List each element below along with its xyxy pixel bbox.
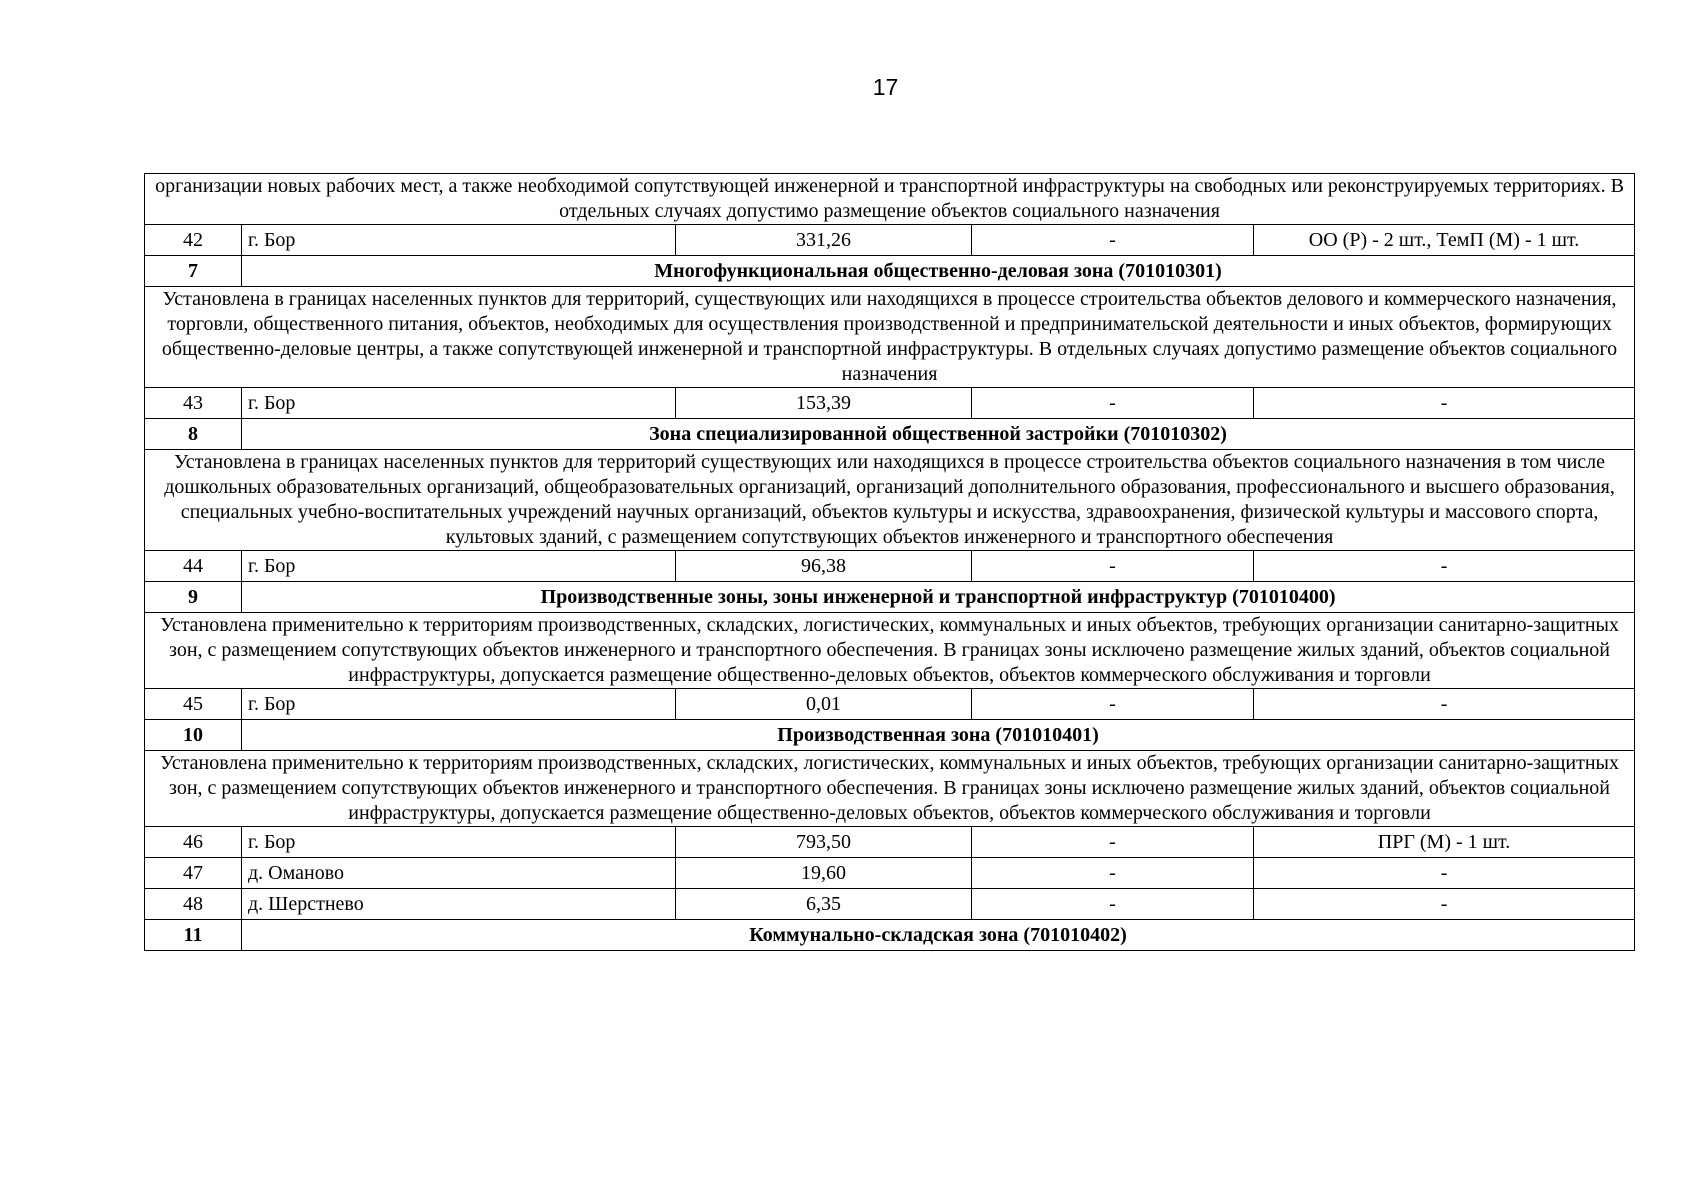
- column-4-value: -: [972, 689, 1254, 720]
- page-number: 17: [872, 74, 899, 100]
- zone-description: Установлена применительно к территориям производственных, складских, логистических, коммунальных и иных объектов, требующих организации санитарно-защитных зон, с размещением сопутствующих объектов инженерного и транспортного обеспечения. В границах зоны исключено размещение жилых зданий, объектов социальной инфраструктуры, допускается размещение общественно-деловых объектов, объектов коммерческого обслуживания и торговли: [145, 751, 1635, 827]
- description-row: [145, 450, 1635, 551]
- settlement-name: д. Шерстнево: [242, 889, 676, 920]
- description-row: [145, 174, 1635, 225]
- area-value: 153,39: [676, 388, 972, 419]
- zone-number: 7: [145, 256, 242, 287]
- row-number: 46: [145, 827, 242, 858]
- description-row: [145, 751, 1635, 827]
- table-row: [145, 889, 1635, 920]
- zone-description: Установлена в границах населенных пунктов для территорий, существующих или находящихся в процессе строительства объектов делового и коммерческого назначения, торговли, общественного питания, объектов, необходимых для осуществления производственной и предпринимательской деятельности и иных объектов, формирующих общественно-деловые центры, а также сопутствующей инженерной и транспортной инфраструктуры. В отдельных случаях допустимо размещение объектов социального назначения: [145, 287, 1635, 388]
- objects-value: -: [1254, 689, 1635, 720]
- zone-number: 8: [145, 419, 242, 450]
- table-row: [145, 225, 1635, 256]
- zone-heading-row: [145, 419, 1635, 450]
- table-row: [145, 827, 1635, 858]
- column-4-value: -: [972, 858, 1254, 889]
- zone-heading-row: [145, 920, 1635, 951]
- zone-title: Коммунально-складская зона (701010402): [242, 920, 1635, 951]
- zone-number: 10: [145, 720, 242, 751]
- area-value: 0,01: [676, 689, 972, 720]
- zone-description: Установлена применительно к территориям производственных, складских, логистических, коммунальных и иных объектов, требующих организации санитарно-защитных зон, с размещением сопутствующих объектов инженерного и транспортного обеспечения. В границах зоны исключено размещение жилых зданий, объектов социальной инфраструктуры, допускается размещение общественно-деловых объектов, объектов коммерческого обслуживания и торговли: [145, 613, 1635, 689]
- table-row: [145, 388, 1635, 419]
- row-number: 48: [145, 889, 242, 920]
- row-number: 44: [145, 551, 242, 582]
- zone-heading-row: [145, 582, 1635, 613]
- zone-title: Многофункциональная общественно-деловая зона (701010301): [242, 256, 1635, 287]
- objects-value: -: [1254, 889, 1635, 920]
- column-4-value: -: [972, 388, 1254, 419]
- column-4-value: -: [972, 889, 1254, 920]
- settlement-name: г. Бор: [242, 827, 676, 858]
- zone-description: организации новых рабочих мест, а также необходимой сопутствующей инженерной и транспортной инфраструктуры на свободных или реконструируемых территориях. В отдельных случаях допустимо размещение объектов социального назначения: [145, 174, 1635, 225]
- objects-value: ОО (Р) - 2 шт., ТемП (М) - 1 шт.: [1254, 225, 1635, 256]
- settlement-name: г. Бор: [242, 689, 676, 720]
- zone-description: Установлена в границах населенных пунктов для территорий существующих или находящихся в процессе строительства объектов социального назначения в том числе дошкольных образовательных организаций, общеобразовательных организаций, организаций дополнительного образования, профессионального и высшего образования, специальных учебно-воспитательных учреждений научных организаций, объектов культуры и искусства, здравоохранения, физической культуры и массового спорта, культовых зданий, с размещением сопутствующих объектов инженерного и транспортного обеспечения: [145, 450, 1635, 551]
- row-number: 47: [145, 858, 242, 889]
- area-value: 19,60: [676, 858, 972, 889]
- zone-number: 11: [145, 920, 242, 951]
- settlement-name: д. Оманово: [242, 858, 676, 889]
- column-4-value: -: [972, 551, 1254, 582]
- zone-number: 9: [145, 582, 242, 613]
- row-number: 43: [145, 388, 242, 419]
- zone-heading-row: [145, 720, 1635, 751]
- column-4-value: -: [972, 827, 1254, 858]
- column-4-value: -: [972, 225, 1254, 256]
- objects-value: -: [1254, 551, 1635, 582]
- area-value: 793,50: [676, 827, 972, 858]
- zone-title: Производственные зоны, зоны инженерной и транспортной инфраструктур (701010400): [242, 582, 1635, 613]
- objects-value: ПРГ (М) - 1 шт.: [1254, 827, 1635, 858]
- settlement-name: г. Бор: [242, 551, 676, 582]
- zone-title: Производственная зона (701010401): [242, 720, 1635, 751]
- description-row: [145, 613, 1635, 689]
- table-row: [145, 689, 1635, 720]
- area-value: 331,26: [676, 225, 972, 256]
- row-number: 45: [145, 689, 242, 720]
- objects-value: -: [1254, 388, 1635, 419]
- zone-title: Зона специализированной общественной застройки (701010302): [242, 419, 1635, 450]
- row-number: 42: [145, 225, 242, 256]
- table-row: [145, 551, 1635, 582]
- objects-value: -: [1254, 858, 1635, 889]
- settlement-name: г. Бор: [242, 388, 676, 419]
- table-row: [145, 858, 1635, 889]
- settlement-name: г. Бор: [242, 225, 676, 256]
- area-value: 96,38: [676, 551, 972, 582]
- zones-table: [144, 173, 1635, 951]
- area-value: 6,35: [676, 889, 972, 920]
- zone-heading-row: [145, 256, 1635, 287]
- description-row: [145, 287, 1635, 388]
